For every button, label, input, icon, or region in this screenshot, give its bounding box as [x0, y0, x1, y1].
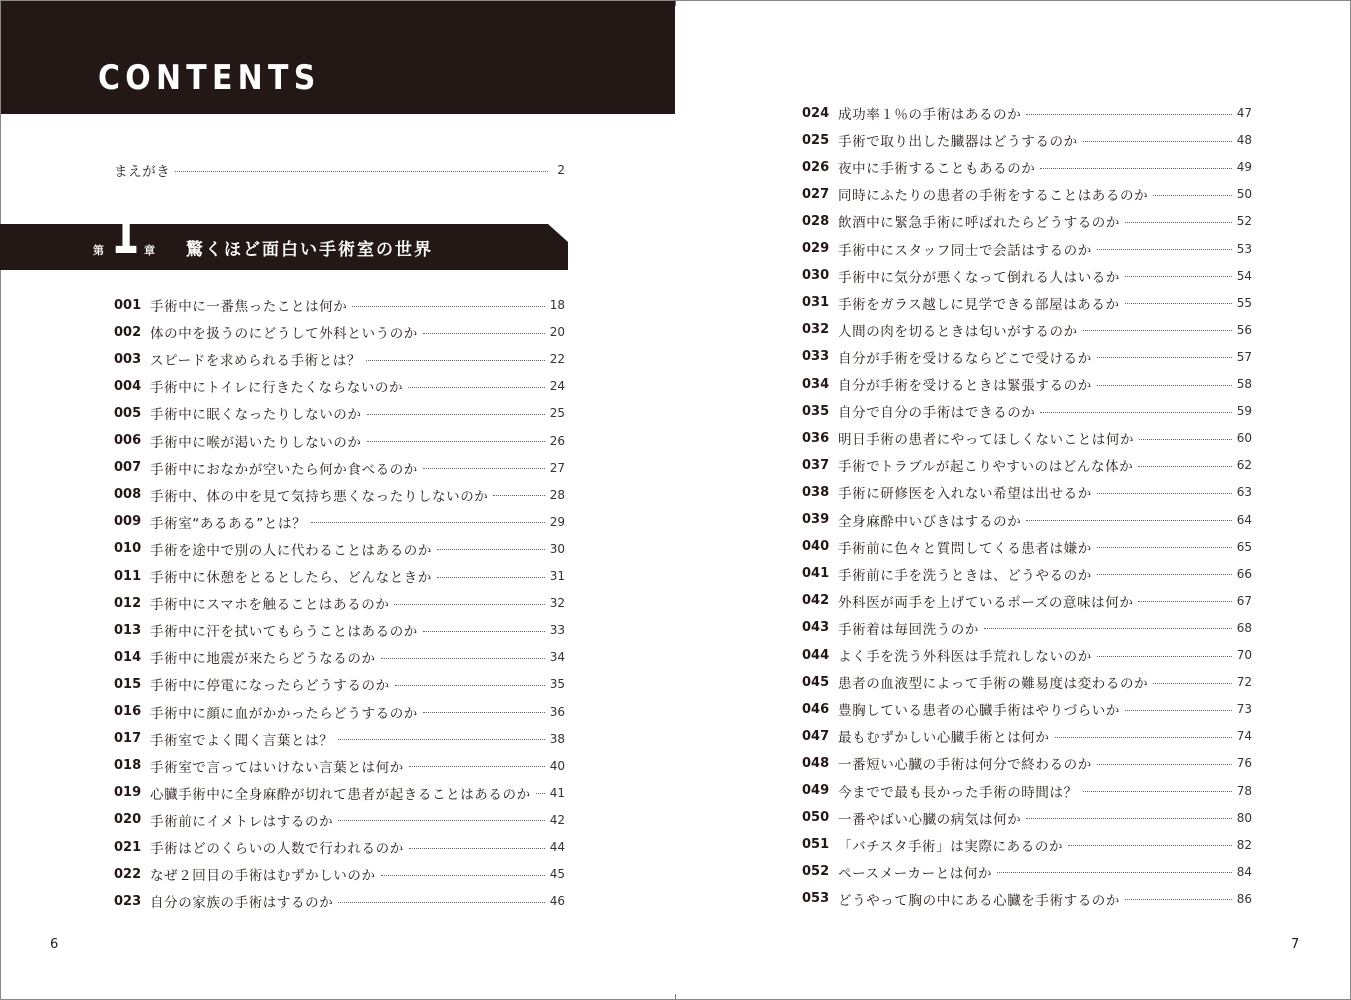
entry-title: 同時にふたりの患者の手術をすることはあるのか	[838, 188, 1149, 205]
toc-entry[interactable]	[802, 238, 1252, 260]
toc-entry[interactable]	[114, 348, 565, 370]
entry-title: 手術室“あるある”とは？	[150, 515, 307, 532]
entry-title: 明日手術の患者にやってほしくないことは何か	[838, 432, 1135, 449]
entry-page: 20	[549, 325, 565, 340]
entry-number: 010	[114, 541, 142, 557]
entry-title: 手術中に気分が悪くなって倒れる人はいるか	[838, 269, 1120, 286]
entry-number: 001	[114, 297, 142, 313]
entry-page: 30	[549, 541, 565, 556]
dot-leader	[1125, 710, 1232, 711]
toc-entry[interactable]	[802, 156, 1252, 178]
toc-entry[interactable]	[802, 265, 1252, 287]
entry-page: 36	[549, 704, 565, 719]
entry-title: 手術はどのくらいの人数で行われるのか	[150, 841, 404, 857]
entry-title: 自分の家族の手術はするのか	[150, 895, 334, 912]
entry-number: 015	[114, 676, 142, 692]
toc-entry[interactable]	[114, 511, 565, 533]
dot-leader	[423, 333, 545, 334]
entry-page: 26	[549, 433, 565, 448]
entry-page: 54	[1236, 268, 1252, 283]
toc-entry[interactable]	[802, 752, 1252, 774]
entry-page: 47	[1236, 106, 1252, 120]
entry-number: 043	[802, 620, 830, 636]
entry-title: スピードを求められる手術とは？	[150, 353, 361, 370]
entry-number: 027	[802, 186, 830, 202]
entry-title: 外科医が両手を上げているポーズの意味は何か	[838, 594, 1134, 611]
entry-title: 一番短い心臓の手術は何分で終わるのか	[838, 757, 1092, 774]
dot-leader	[1097, 249, 1232, 250]
entry-title: 心臓手術中に全身麻酔が切れて患者が起きることはあるのか	[150, 786, 531, 803]
dot-leader	[493, 495, 544, 496]
entry-number: 046	[802, 701, 830, 717]
entry-page: 67	[1236, 593, 1252, 608]
toc-entry[interactable]	[802, 292, 1252, 314]
entry-title: 手術中に一番焦ったことは何か	[150, 299, 348, 315]
entry-number: 011	[114, 568, 142, 584]
spine-mark-top	[675, 0, 676, 6]
entry-number: 025	[802, 132, 830, 148]
entry-page: 48	[1236, 133, 1252, 148]
entry-page: 64	[1236, 512, 1252, 527]
toc-entry[interactable]	[114, 375, 565, 397]
entry-title: 手術中にトイレに行きたくならないのか	[150, 380, 404, 397]
dot-leader	[1026, 114, 1231, 115]
entry-page: 27	[549, 460, 565, 475]
toc-entry[interactable]	[802, 509, 1252, 531]
entry-page: 59	[1236, 404, 1252, 419]
toc-entry[interactable]	[802, 536, 1252, 558]
entry-title: 手術中にスマホを触ることはあるのか	[150, 597, 390, 614]
dot-leader	[352, 306, 544, 307]
entry-number: 038	[802, 484, 830, 500]
toc-entry[interactable]	[114, 565, 565, 587]
entry-page: 57	[1236, 349, 1252, 364]
toc-entry[interactable]	[114, 538, 565, 560]
entry-page: 25	[549, 406, 565, 421]
toc-entry[interactable]	[114, 728, 565, 750]
dot-leader	[1026, 520, 1231, 521]
entry-number: 021	[114, 839, 142, 855]
entry-number: 018	[114, 758, 142, 774]
entry-page: 72	[1236, 675, 1252, 690]
entry-title: 手術中に汗を拭いてもらうことはあるのか	[150, 624, 418, 641]
entry-number: 028	[802, 213, 830, 229]
entry-number: 030	[802, 268, 830, 284]
dot-leader	[394, 604, 544, 605]
toc-entry[interactable]	[114, 673, 565, 695]
entry-number: 049	[802, 783, 830, 798]
toc-entry[interactable]	[114, 809, 565, 831]
page-number-left: 6	[50, 937, 59, 952]
entry-page: 50	[1236, 187, 1252, 202]
dot-leader	[1097, 547, 1232, 548]
toc-entry[interactable]	[802, 644, 1252, 666]
entry-title: 成功率１％の手術はあるのか	[838, 107, 1022, 123]
entry-title: 手術を途中で別の人に代わることはあるのか	[150, 542, 432, 559]
dot-leader	[1068, 845, 1232, 846]
dot-leader	[311, 522, 545, 523]
entry-page: 46	[549, 894, 565, 909]
dot-leader	[1026, 818, 1231, 819]
entry-title: 豊胸している患者の心臓手術はやりづらいか	[838, 703, 1120, 720]
entry-page: 33	[549, 623, 565, 638]
entry-page: 53	[1236, 241, 1252, 256]
toc-entry[interactable]	[802, 834, 1252, 856]
entry-number: 042	[802, 593, 830, 609]
entry-page: 35	[549, 677, 565, 692]
dot-leader	[1040, 168, 1231, 169]
entry-page: 52	[1236, 214, 1252, 229]
entry-page: 28	[549, 487, 565, 502]
entry-page: 56	[1236, 322, 1252, 337]
entry-number: 032	[802, 322, 830, 338]
dot-leader	[997, 872, 1232, 873]
dot-leader	[175, 171, 548, 172]
page-number-right: 7	[1291, 937, 1300, 952]
dot-leader	[338, 902, 544, 903]
entry-number: 026	[802, 159, 830, 175]
dot-leader	[1083, 791, 1232, 792]
entry-number: 024	[802, 105, 830, 121]
entry-page: 49	[1236, 160, 1252, 175]
entry-title: 手術室で言ってはいけない言葉とは何か	[150, 759, 404, 776]
dot-leader	[1097, 574, 1232, 575]
entry-page: 80	[1236, 810, 1252, 825]
toc-entry[interactable]	[114, 755, 565, 777]
dot-leader	[338, 739, 544, 740]
toc-entry-preface[interactable]	[114, 159, 565, 181]
entry-number: 031	[802, 295, 830, 311]
toc-entry[interactable]	[802, 102, 1252, 124]
entry-page: 62	[1236, 458, 1252, 473]
entry-number: 039	[802, 512, 830, 527]
dot-leader	[1097, 357, 1232, 358]
toc-entry[interactable]	[802, 807, 1252, 829]
toc-entry[interactable]	[802, 210, 1252, 232]
entry-number: 035	[802, 403, 830, 419]
entry-page: 41	[549, 785, 565, 800]
entry-page: 38	[549, 731, 565, 746]
dot-leader	[1125, 899, 1232, 900]
entry-number: 037	[802, 457, 830, 473]
entry-number: 006	[114, 433, 142, 448]
dot-leader	[1097, 385, 1232, 386]
dot-leader	[1125, 276, 1232, 277]
dot-leader	[536, 793, 545, 794]
dot-leader	[1097, 493, 1232, 494]
entry-page: 42	[549, 812, 565, 827]
entry-page: 18	[549, 298, 565, 312]
toc-entry[interactable]	[114, 863, 565, 885]
entry-number: 014	[114, 649, 142, 665]
entry-title: 手術中に顔に血がかかったらどうするのか	[150, 705, 418, 722]
entry-page: 60	[1236, 431, 1252, 446]
entry-number: 052	[802, 864, 830, 880]
chapter-number: 1	[111, 203, 140, 266]
entry-number: 009	[114, 514, 142, 530]
dot-leader	[409, 766, 545, 767]
entry-title: 一番やばい心臓の病気は何か	[838, 811, 1022, 828]
entry-number: 019	[114, 785, 142, 801]
entry-number: 029	[802, 241, 830, 256]
entry-page: 63	[1236, 485, 1252, 500]
dot-leader	[1083, 141, 1232, 142]
toc-entry[interactable]	[802, 346, 1252, 368]
entry-title: なぜ２回目の手術はむずかしいのか	[150, 868, 376, 885]
toc-entry[interactable]	[802, 563, 1252, 585]
entry-number: 008	[114, 487, 142, 503]
toc-entry[interactable]	[114, 402, 565, 424]
dot-leader	[423, 712, 545, 713]
toc-entry[interactable]	[802, 590, 1252, 612]
entry-page: 40	[549, 758, 565, 773]
entry-page: 68	[1236, 620, 1252, 635]
dot-leader	[1125, 222, 1232, 223]
dot-leader	[1083, 330, 1232, 331]
entry-page: 29	[549, 514, 565, 529]
entry-page: 84	[1236, 864, 1252, 879]
entry-title: 手術でトラブルが起こりやすいのはどんな体か	[838, 459, 1134, 476]
toc-entry[interactable]	[802, 400, 1252, 422]
dot-leader	[381, 875, 545, 876]
toc-entry[interactable]	[114, 646, 565, 668]
chapter-suffix: 章	[144, 244, 155, 257]
entry-page: 74	[1236, 729, 1252, 744]
toc-entry[interactable]	[802, 617, 1252, 639]
contents-title: CONTENTS	[98, 58, 321, 98]
dot-leader	[1097, 656, 1232, 657]
entry-number: 022	[114, 866, 142, 882]
dot-leader	[437, 549, 545, 550]
entry-title: 手術前にイメトレはするのか	[150, 813, 334, 830]
toc-entry[interactable]	[802, 780, 1252, 802]
toc-entry[interactable]	[114, 701, 565, 723]
entry-page: 22	[549, 352, 565, 367]
entry-title: 自分が手術を受けるときは緊張するのか	[838, 378, 1092, 394]
entry-title: 今までで最も長かった手術の時間は？	[838, 784, 1078, 801]
chapter-title: 驚くほど面白い手術室の世界	[186, 240, 433, 260]
dot-leader	[1040, 412, 1231, 413]
entry-title: 手術で取り出した臓器はどうするのか	[838, 134, 1078, 151]
toc-entry[interactable]	[802, 427, 1252, 449]
entry-page: 31	[549, 569, 565, 583]
entry-page: 82	[1236, 837, 1252, 852]
dot-leader	[1125, 303, 1232, 304]
entry-title: 手術に研修医を入れない希望は出せるか	[838, 486, 1092, 503]
entry-title: 手術中に停電になったらどうするのか	[150, 678, 390, 695]
entry-title: ペースメーカーとは何か	[838, 865, 993, 882]
entry-page: 65	[1236, 539, 1252, 554]
entry-title: よく手を洗う外科医は手荒れしないのか	[838, 649, 1092, 665]
entry-number: 004	[114, 378, 142, 394]
toc-entry[interactable]	[802, 698, 1252, 720]
entry-title: 手術中にスタッフ同士で会話はするのか	[838, 242, 1092, 259]
entry-title: 手術着は毎回洗うのか	[838, 621, 979, 638]
toc-entry[interactable]	[802, 888, 1252, 910]
dot-leader	[1138, 466, 1231, 467]
dot-leader	[1153, 195, 1232, 196]
entry-number: 002	[114, 324, 142, 340]
toc-entry[interactable]	[802, 454, 1252, 476]
entry-number: 036	[802, 430, 830, 446]
spine-mark-bottom	[675, 994, 676, 1000]
entry-number: 033	[802, 349, 830, 365]
entry-page: 86	[1236, 891, 1252, 906]
entry-number: 051	[802, 837, 830, 853]
entry-number: 012	[114, 595, 142, 611]
entry-page: 58	[1236, 377, 1252, 391]
entry-page: 73	[1236, 702, 1252, 717]
entry-title: 飲酒中に緊急手術に呼ばれたらどうするのか	[838, 215, 1120, 232]
entry-number: 016	[114, 704, 142, 719]
entry-number: 050	[802, 810, 830, 826]
entry-page: 76	[1236, 756, 1252, 771]
dot-leader	[367, 441, 545, 442]
toc-entry[interactable]	[114, 484, 565, 506]
dot-leader	[1055, 737, 1232, 738]
entry-page: 55	[1236, 295, 1252, 310]
chapter-prefix: 第	[93, 244, 104, 257]
entry-title: 手術中に眠くなったりしないのか	[150, 407, 362, 424]
entry-title: どうやって胸の中にある心臓を手術するのか	[838, 892, 1120, 909]
entry-number: 047	[802, 728, 830, 744]
entry-number: 020	[114, 812, 142, 828]
entry-title: 手術中におなかが空いたら何か食べるのか	[150, 461, 418, 478]
toc-entry[interactable]	[114, 782, 565, 804]
toc-entry[interactable]	[114, 294, 565, 316]
entry-title: 夜中に手術することもあるのか	[838, 161, 1036, 178]
toc-entry[interactable]	[802, 861, 1252, 883]
entry-number: 007	[114, 460, 142, 476]
toc-entry[interactable]	[114, 890, 565, 912]
entry-page: 2	[557, 163, 565, 177]
entry-title: 自分で自分の手術はできるのか	[838, 405, 1036, 422]
entry-title: 「バチスタ手術」は実際にあるのか	[838, 838, 1064, 855]
entry-page: 70	[1236, 648, 1252, 662]
entry-title: 手術室でよく聞く言葉とは？	[150, 732, 334, 749]
dot-leader	[423, 631, 545, 632]
entry-title: 手術中に喉が渇いたりしないのか	[150, 434, 362, 451]
entry-number: 040	[802, 539, 830, 555]
dot-leader	[1153, 683, 1232, 684]
toc-entry[interactable]	[802, 373, 1252, 395]
entry-title: 手術中に休憩をとるとしたら、どんなときか	[150, 570, 432, 586]
entry-title: 体の中を扱うのにどうして外科というのか	[150, 326, 418, 343]
toc-entry[interactable]	[802, 671, 1252, 693]
entry-number: 017	[114, 731, 142, 747]
dot-leader	[367, 414, 545, 415]
entry-page: 34	[549, 650, 565, 665]
dot-leader	[338, 820, 545, 821]
entry-title: 手術前に色々と質問してくる患者は嫌か	[838, 540, 1092, 557]
dot-leader	[437, 577, 545, 578]
toc-entry[interactable]	[802, 319, 1252, 341]
entry-title: 自分が手術を受けるならどこで受けるか	[838, 350, 1092, 367]
entry-page: 24	[549, 379, 565, 394]
toc-entry[interactable]	[802, 183, 1252, 205]
dot-leader	[984, 628, 1232, 629]
dot-leader	[408, 387, 545, 388]
toc-entry[interactable]	[114, 457, 565, 479]
entry-page: 78	[1236, 783, 1252, 798]
entry-number: 013	[114, 622, 142, 638]
entry-number: 023	[114, 893, 142, 909]
entry-number: 034	[802, 376, 830, 392]
entry-title: 手術中、体の中を見て気持ち悪くなったりしないのか	[150, 488, 489, 505]
toc-entry[interactable]	[114, 836, 565, 858]
entry-title: 人間の肉を切るときは匂いがするのか	[838, 323, 1078, 340]
entry-title: 患者の血液型によって手術の難易度は変わるのか	[838, 676, 1149, 693]
entry-number: 005	[114, 405, 142, 421]
entry-title: 手術中に地震が来たらどうなるのか	[150, 651, 376, 668]
dot-leader	[1139, 439, 1232, 440]
entry-title: まえがき	[114, 164, 171, 180]
entry-title: 手術をガラス越しに見学できる部屋はあるか	[838, 296, 1120, 313]
entry-page: 32	[549, 596, 565, 611]
entry-number: 045	[802, 674, 830, 690]
dot-leader	[409, 848, 545, 849]
dot-leader	[1138, 601, 1231, 602]
entry-number: 044	[802, 647, 830, 663]
dot-leader	[381, 658, 545, 659]
dot-leader	[423, 468, 545, 469]
entry-title: 最もむずかしい心臓手術とは何か	[838, 730, 1050, 747]
toc-entry[interactable]	[802, 725, 1252, 747]
entry-page: 66	[1236, 566, 1252, 581]
toc-entry[interactable]	[802, 129, 1252, 151]
entry-page: 45	[549, 867, 565, 882]
toc-entry[interactable]	[802, 481, 1252, 503]
entry-number: 053	[802, 891, 830, 907]
toc-entry[interactable]	[114, 592, 565, 614]
toc-entry[interactable]	[114, 430, 565, 452]
entry-number: 041	[802, 566, 830, 582]
dot-leader	[1097, 764, 1232, 765]
entry-number: 003	[114, 351, 142, 367]
dot-leader	[395, 685, 545, 686]
entry-page: 44	[549, 840, 565, 854]
entry-number: 048	[802, 755, 830, 771]
entry-title: 手術前に手を洗うときは、どうやるのか	[838, 567, 1092, 584]
toc-entry[interactable]	[114, 321, 565, 343]
toc-entry[interactable]	[114, 619, 565, 641]
dot-leader	[366, 360, 545, 361]
entry-title: 全身麻酔中いびきはするのか	[838, 513, 1022, 530]
